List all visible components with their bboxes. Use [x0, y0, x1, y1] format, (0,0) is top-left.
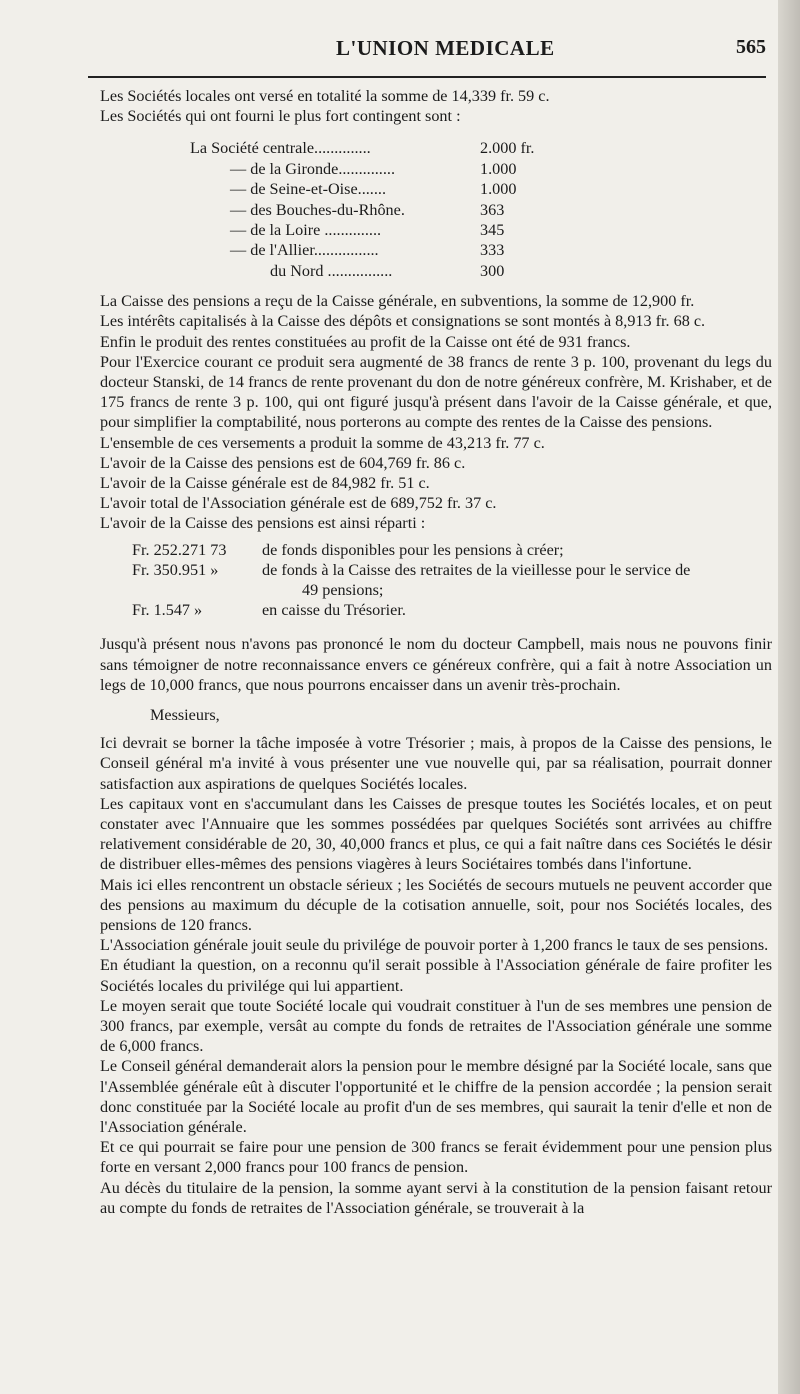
contributor-amount: 1.000 — [480, 159, 517, 178]
allocation-text: en caisse du Trésorier. — [262, 601, 406, 620]
paragraph: En étudiant la question, on a reconnu qu'il serait possible à l'Association générale de faire profiter les Sociétés locales du privilége qui lui appartient. — [100, 956, 772, 995]
contributor-name: — de la Gironde.............. — [230, 159, 395, 178]
list-item — [132, 560, 772, 580]
list-item — [190, 261, 772, 281]
paragraph: Les Sociétés qui ont fourni le plus fort contingent sont : — [100, 107, 461, 126]
paragraph: L'avoir total de l'Association générale est de 689,752 fr. 37 c. — [100, 494, 497, 513]
contributor-name: — des Bouches-du-Rhône. — [230, 200, 405, 219]
paragraph: Enfin le produit des rentes constituées au profit de la Caisse ont été de 931 francs. — [100, 332, 631, 351]
contributors-list — [190, 138, 772, 281]
contributor-amount: 2.000 fr. — [480, 139, 535, 158]
contributor-name: — de l'Allier................ — [230, 241, 379, 260]
contributor-name: — de Seine-et-Oise....... — [230, 180, 386, 199]
paragraph: L'ensemble de ces versements a produit la somme de 43,213 fr. 77 c. — [100, 433, 545, 452]
paragraph: Ici devrait se borner la tâche imposée à votre Trésorier ; mais, à propos de la Caisse des pensions, le Conseil général m'a invité à vous présenter une vue nouvelle qui, par sa réalisation, pourrait donner satisfaction aux aspirations de quelques Sociétés locales. — [100, 734, 772, 793]
allocation-amount: Fr. 350.951 » — [132, 560, 219, 579]
paragraph: Les capitaux vont en s'accumulant dans les Caisses de presque toutes les Sociétés locales, et on peut constater avec l'Annuaire que les sommes possédées par quelques Sociétés sont arrivées au chiffre relativement considérable de 20, 30, 40,000 francs et plus, ce qui a fait naître dans ces Sociétés le désir de distribuer elles-mêmes des pensions viagères à leurs Sociétaires tombés dans l'infortune. — [100, 794, 772, 874]
page-header — [88, 34, 768, 64]
contributor-amount: 363 — [480, 200, 505, 219]
list-item — [190, 240, 772, 260]
paragraph: Pour l'Exercice courant ce produit sera augmenté de 38 francs de rente 3 p. 100, provenant du legs du docteur Stanski, de 14 francs de rente provenant du don de notre généreux confrère, M. Krishaber, et de 175 francs de rente 3 p. 100, qui ont figuré jusqu'à présent dans l'avoir de la Caisse générale, et que, pour simplifier la comptabilité, nous porterons au compte des rentes de la Caisse des pensions. — [100, 352, 772, 432]
header-rule — [88, 76, 766, 78]
list-item — [190, 200, 772, 220]
allocation-continuation: 49 pensions; — [302, 580, 384, 599]
paragraph: Les intérêts capitalisés à la Caisse des dépôts et consignations se sont montés à 8,913 fr. 68 c. — [100, 312, 706, 331]
paragraph: La Caisse des pensions a reçu de la Caisse générale, en subventions, la somme de 12,900 fr. — [100, 292, 695, 311]
running-title: L'UNION MEDICALE — [336, 36, 555, 60]
salutation: Messieurs, — [150, 706, 220, 724]
allocation-text: de fonds disponibles pour les pensions à créer; — [262, 540, 564, 559]
contributor-name: du Nord ................ — [270, 261, 393, 280]
paragraph: Mais ici elles rencontrent un obstacle sérieux ; les Sociétés de secours mutuels ne peuvent accorder que des pensions au maximum du décuple de la cotisation annuelle, soit, pour nos Sociétés locales, des pensions de 120 francs. — [100, 875, 772, 935]
allocation-list — [132, 540, 772, 621]
paragraph: Les Sociétés locales ont versé en totalité la somme de 14,339 fr. 59 c. — [100, 87, 550, 105]
list-item — [190, 138, 772, 158]
contributor-amount: 1.000 — [480, 180, 517, 199]
paragraph: L'avoir de la Caisse des pensions est de 604,769 fr. 86 c. — [100, 453, 466, 472]
paragraph: Jusqu'à présent nous n'avons pas prononcé le nom du docteur Campbell, mais nous ne pouvons finir sans témoigner de notre reconnaissance envers ce généreux confrère, qui a fait à notre Association un legs de 10,000 francs, que nous pourrons encaisser dans un avenir très-prochain. — [100, 635, 772, 694]
paragraph: L'avoir de la Caisse des pensions est ainsi réparti : — [100, 514, 426, 533]
body-text — [100, 86, 772, 1218]
contributor-name: La Société centrale.............. — [190, 139, 371, 158]
spacer — [100, 624, 772, 634]
contributor-name: — de la Loire .............. — [230, 220, 382, 239]
paragraph: Et ce qui pourrait se faire pour une pension de 300 francs se ferait évidemment pour une pension plus forte en versant 2,000 francs pour 100 francs de pension. — [100, 1138, 772, 1177]
paragraph: Le Conseil général demanderait alors la pension pour le membre désigné par la Société locale, sans que l'Assemblée générale eût à discuter l'opportunité et le chiffre de la pension accordée ; la pension serait donc constituée par la Société locale au profit d'un de ses membres, qui saurait la tenir d'elle et non de l'Association générale. — [100, 1057, 772, 1137]
paragraph: Au décès du titulaire de la pension, la somme ayant servi à la constitution de la pension faisant retour au compte du fonds de retraites de l'Association générale, se trouverait à la — [100, 1178, 772, 1217]
page-gutter-shadow — [778, 0, 800, 1394]
allocation-amount: Fr. 1.547 » — [132, 601, 203, 620]
paragraph: L'avoir de la Caisse générale est de 84,982 fr. 51 c. — [100, 473, 430, 492]
list-item — [132, 540, 772, 560]
list-item — [190, 159, 772, 179]
page-number: 565 — [736, 36, 766, 58]
allocation-amount: Fr. 252.271 73 — [132, 540, 227, 559]
list-item — [132, 600, 772, 620]
paragraph: Le moyen serait que toute Société locale qui voudrait constituer à l'un de ses membres une pension de 300 francs, par exemple, versât au compte du fonds de retraites de l'Association générale une somme de 6,000 francs. — [100, 996, 772, 1056]
contributor-amount: 333 — [480, 241, 505, 260]
list-item — [190, 179, 772, 199]
paragraph: L'Association générale jouit seule du privilége de pouvoir porter à 1,200 francs le taux de ses pensions. — [100, 936, 769, 955]
contributor-amount: 345 — [480, 220, 505, 239]
list-item — [190, 220, 772, 240]
allocation-text: de fonds à la Caisse des retraites de la vieillesse pour le service de — [262, 560, 691, 579]
contributor-amount: 300 — [480, 261, 505, 280]
